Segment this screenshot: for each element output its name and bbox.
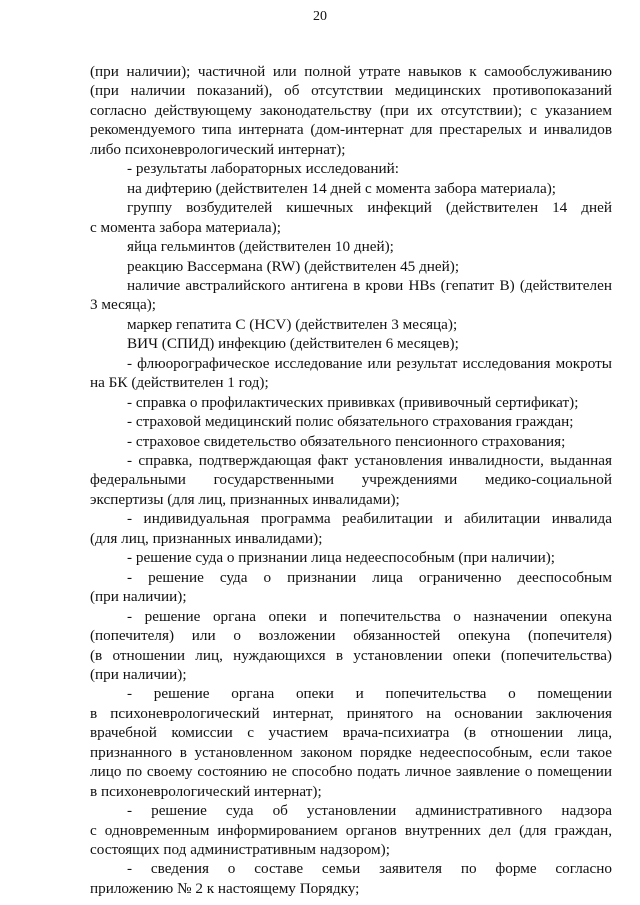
text-line: - страховой медицинский полис обязательного страхования граждан; [127, 413, 574, 431]
page-number: 20 [313, 9, 327, 24]
text-line: с момента забора материала); [90, 218, 281, 236]
text-line: (в отношении лиц, нуждающихся в установлении опеки (попечительства) [90, 646, 612, 664]
text-line: - результаты лабораторных исследований: [127, 160, 400, 178]
text-line: федеральными государственными учреждениями медико-социальной [90, 471, 612, 489]
text-line: - справка, подтверждающая факт установления инвалидности, выданная [127, 452, 612, 469]
text-line: на дифтерию (действителен 14 дней с момента забора материала); [127, 179, 556, 197]
text-line: - индивидуальная программа реабилитации и абилитации инвалида [127, 510, 612, 528]
text-line: - решение суда о признании лица недееспособным (при наличии); [127, 549, 556, 567]
text-line: наличие австралийского антигена в крови HBs (гепатит В) (действителен [127, 276, 612, 294]
text-line: (при наличии показаний), об отсутствии медицинских противопоказаний [90, 82, 612, 100]
text-line: экспертизы (для лиц, признанных инвалидами); [90, 490, 400, 508]
text-line: рекомендуемого типа интерната (дом-интернат для престарелых и инвалидов [90, 121, 612, 139]
text-line: - решение органа опеки и попечительства о назначении опекуна [127, 607, 612, 625]
text-line: состоящих под административным надзором); [90, 841, 390, 858]
text-line: - флюорографическое исследование или результат исследования мокроты [127, 354, 612, 372]
text-line: (попечителя) или о возложении обязанностей опекуна (попечителя) [90, 627, 612, 645]
text-line: - страховое свидетельство обязательного пенсионного страхования; [127, 432, 566, 450]
text-line: ВИЧ (СПИД) инфекцию (действителен 6 месяцев); [127, 335, 459, 353]
text-line: с одновременным информированием органов внутренних дел (для граждан, [90, 821, 612, 839]
text-line: согласно действующему законодательству (при их отсутствии); с указанием [90, 101, 612, 119]
text-line: - решение суда о признании лица ограниченно дееспособным [127, 568, 612, 586]
text-line: лицо по своему состоянию не способно подать личное заявление о помещении [90, 763, 612, 781]
text-line: (при наличии); [90, 588, 187, 606]
text-line: на БК (действителен 1 год); [90, 374, 269, 392]
text-line: - решение суда об установлении административного надзора [127, 802, 612, 820]
text-line: яйца гельминтов (действителен 10 дней); [127, 238, 394, 256]
text-line: в психоневрологический интернат); [90, 782, 322, 800]
text-line: - решение органа опеки и попечительства о помещении [127, 685, 612, 703]
text-line: (при наличии); [90, 665, 187, 683]
text-line: в психоневрологический интернат, принятого на основании заключения [90, 704, 612, 722]
text-line: реакцию Вассермана (RW) (действителен 45 дней); [127, 257, 460, 275]
text-line: - справка о профилактических прививках (прививочный сертификат); [127, 393, 579, 411]
text-line: приложению № 2 к настоящему Порядку; [90, 879, 360, 897]
text-line: врачебной комиссии с участием врача-психиатра (в отношении лица, [90, 724, 612, 742]
text-line: (для лиц, признанных инвалидами); [90, 529, 323, 547]
text-line: либо психоневрологический интернат); [90, 140, 346, 158]
text-line: - сведения о составе семьи заявителя по форме согласно [127, 860, 612, 878]
text-line: группу возбудителей кишечных инфекций (действителен 14 дней [127, 199, 612, 217]
text-line: маркер гепатита С (HCV) (действителен 3 месяца); [127, 315, 458, 333]
text-line: (при наличии); частичной или полной утрате навыков к самообслуживанию [90, 63, 612, 80]
text-line: признанного в установленном законом порядке недееспособным, если такое [90, 743, 612, 761]
text-line: 3 месяца); [90, 296, 156, 314]
